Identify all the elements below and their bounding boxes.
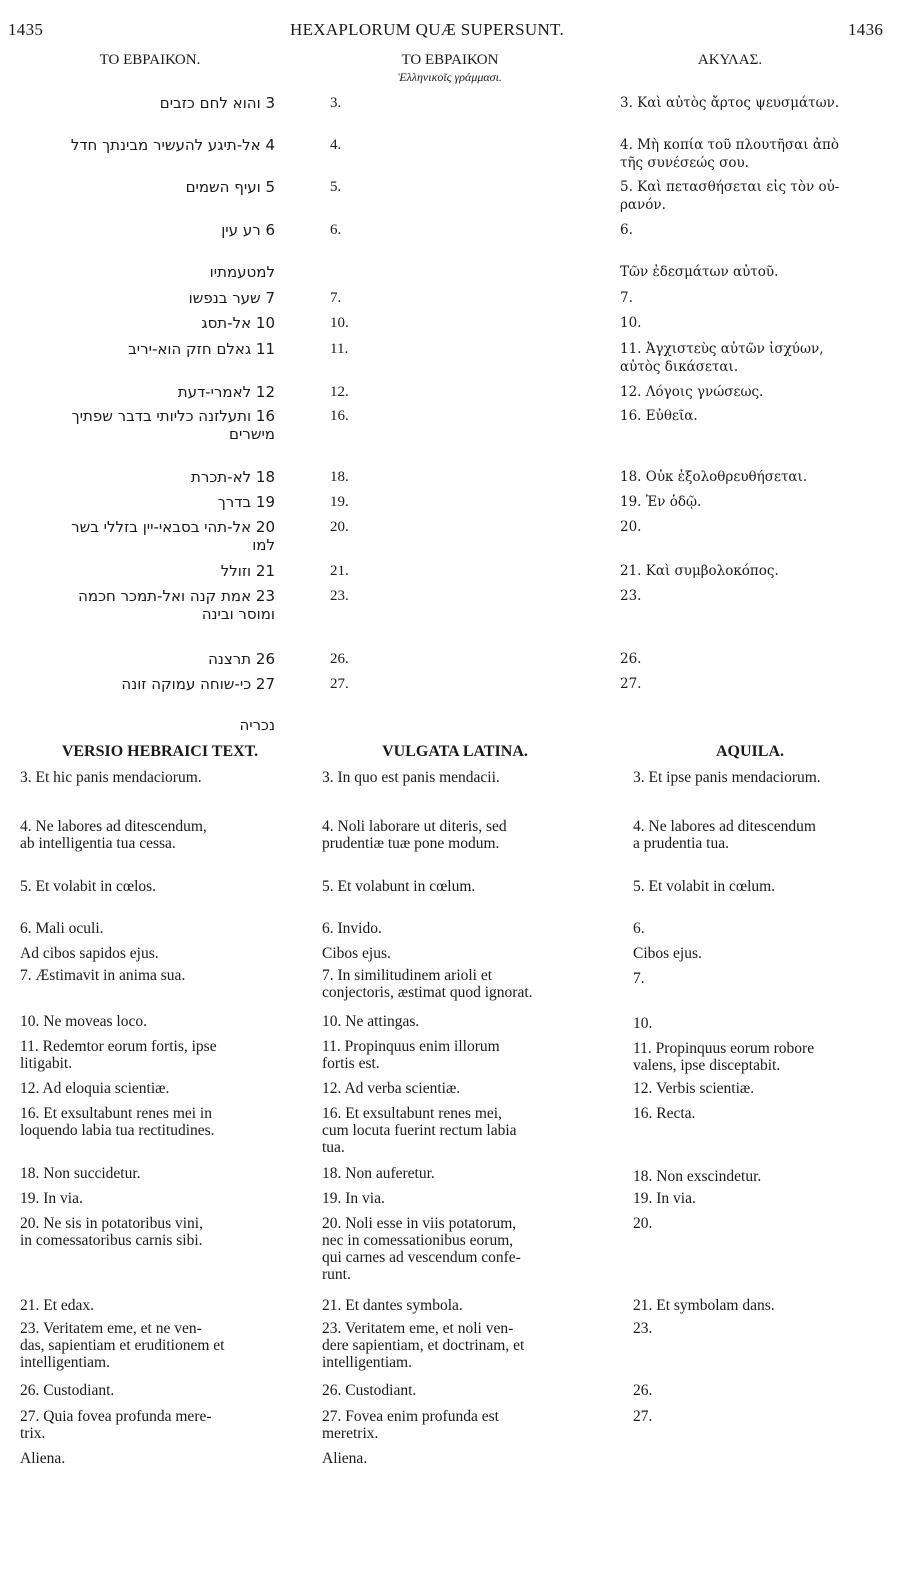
- hebrew-line: 23 אמת קנה ואל-תמכר חכמה: [78, 587, 275, 605]
- transliteration-verse-number: 5.: [330, 179, 342, 195]
- vulgata-line: nec in comessationibus eorum,: [322, 1232, 514, 1249]
- aquila-latin-line: 11. Propinquus eorum robore: [633, 1040, 815, 1057]
- aquila-greek-line: 12. Λόγοις γνώσεως.: [620, 384, 764, 400]
- vulgata-line: 23. Veritatem eme, et noli ven-: [322, 1320, 514, 1337]
- aquila-latin-line: 5. Et volabit in cœlum.: [633, 878, 776, 895]
- vulgata-line: 10. Ne attingas.: [322, 1013, 420, 1030]
- aquila-latin-line: 12. Verbis scientiæ.: [633, 1080, 755, 1097]
- transliteration-verse-number: 7.: [330, 290, 342, 306]
- vulgata-line: qui carnes ad vescendum confe-: [322, 1249, 521, 1266]
- versio-line: Aliena.: [20, 1450, 66, 1467]
- transliteration-column-subtitle: Ἑλληνικοῖς γράμμασι.: [398, 70, 502, 84]
- aquila-latin-line: 3. Et ipse panis mendaciorum.: [633, 769, 821, 786]
- vulgata-line: 20. Noli esse in viis potatorum,: [322, 1215, 517, 1232]
- hebrew-line: ומוסר ובינה: [201, 605, 275, 623]
- running-title: HEXAPLORUM QUÆ SUPERSUNT.: [290, 20, 565, 39]
- aquila-greek-line: 7.: [620, 290, 633, 306]
- aquila-greek-line: 10.: [620, 315, 642, 331]
- aquila-greek-column-title: ΑΚΥΛΑΣ.: [697, 52, 763, 68]
- versio-line: 12. Ad eloquia scientiæ.: [20, 1080, 170, 1097]
- vulgata-line: Aliena.: [322, 1450, 368, 1467]
- versio-line: 6. Mali oculi.: [20, 920, 104, 937]
- vulgata-line: cum locuta fuerint rectum labia: [322, 1122, 517, 1139]
- transliteration-verse-number: 6.: [330, 222, 342, 238]
- vulgata-column-title: VULGATA LATINA.: [382, 743, 528, 760]
- hebrew-line: מישרים: [229, 425, 275, 443]
- vulgata-line: 16. Et exsultabunt renes mei,: [322, 1105, 502, 1122]
- aquila-greek-line: 16. Εὐθεῖα.: [620, 408, 698, 424]
- vulgata-line: fortis est.: [322, 1055, 380, 1072]
- versio-column-title: VERSIO HEBRAICI TEXT.: [61, 743, 259, 760]
- transliteration-verse-number: 16.: [330, 408, 349, 424]
- aquila-greek-line: 21. Καὶ συμβολοκόπος.: [620, 563, 779, 579]
- aquila-latin-line: 21. Et symbolam dans.: [633, 1297, 775, 1314]
- aquila-latin-line: 7.: [633, 970, 645, 987]
- hebrew-line: 3 והוא לחם כזבים: [159, 94, 275, 112]
- transliteration-verse-number: 19.: [330, 494, 349, 510]
- aquila-greek-line: 3. Καὶ αὐτὸς ἄρτος ψευσμάτων.: [620, 95, 840, 111]
- versio-line: 18. Non succidetur.: [20, 1165, 141, 1182]
- vulgata-line: 18. Non auferetur.: [322, 1165, 435, 1182]
- versio-line: 7. Æstimavit in anima sua.: [20, 967, 186, 984]
- vulgata-line: runt.: [322, 1266, 351, 1283]
- aquila-latin-line: 18. Non exscindetur.: [633, 1168, 762, 1185]
- versio-line: 11. Redemtor eorum fortis, ipse: [20, 1038, 217, 1055]
- hebrew-line: 20 אל-תהי בסבאי-יין בזללי בשר: [71, 518, 275, 536]
- versio-line: intelligentiam.: [20, 1354, 110, 1371]
- transliteration-verse-number: 4.: [330, 137, 342, 153]
- aquila-greek-line: τῆς συνέσεώς σου.: [620, 155, 749, 171]
- hebrew-line: למו: [252, 536, 275, 554]
- versio-line: 4. Ne labores ad ditescendum,: [20, 818, 207, 835]
- vulgata-line: 11. Propinquus enim illorum: [322, 1038, 500, 1055]
- aquila-greek-line: 23.: [620, 588, 642, 604]
- versio-line: Ad cibos sapidos ejus.: [20, 945, 159, 962]
- aquila-latin-line: Cibos ejus.: [633, 945, 702, 962]
- aquila-latin-line: valens, ipse disceptabit.: [633, 1057, 781, 1074]
- versio-line: 5. Et volabit in cœlos.: [20, 878, 157, 895]
- versio-line: trix.: [20, 1425, 46, 1442]
- transliteration-verse-number: 10.: [330, 315, 349, 331]
- aquila-latin-line: 26.: [633, 1382, 653, 1399]
- versio-line: 3. Et hic panis mendaciorum.: [20, 769, 202, 786]
- aquila-latin-line: 6.: [633, 920, 645, 937]
- hebrew-line: 12 לאמרי-דעת: [177, 383, 275, 401]
- versio-line: 19. In via.: [20, 1190, 83, 1207]
- aquila-latin-line: a prudentia tua.: [633, 835, 729, 852]
- aquila-latin-column-title: AQUILA.: [715, 743, 784, 760]
- versio-line: in comessatoribus carnis sibi.: [20, 1232, 203, 1249]
- vulgata-line: 6. Invido.: [322, 920, 382, 937]
- aquila-greek-line: 19. Ἐν ὁδῷ.: [620, 494, 702, 510]
- transliteration-verse-number: 23.: [330, 588, 349, 604]
- aquila-greek-line: ρανόν.: [620, 197, 666, 213]
- vulgata-line: conjectoris, æstimat quod ignorat.: [322, 984, 533, 1001]
- aquila-latin-line: 10.: [633, 1015, 653, 1032]
- hebrew-line: 18 לא-תכרת: [191, 468, 275, 486]
- hebrew-line: 19 בדרך: [217, 493, 275, 511]
- hebrew-line: 7 שער בנפשו: [188, 289, 275, 307]
- versio-line: ab intelligentia tua cessa.: [20, 835, 176, 852]
- aquila-greek-line: Τῶν ἐδεσμάτων αὐτοῦ.: [620, 264, 779, 280]
- transliteration-verse-number: 26.: [330, 651, 349, 667]
- hebrew-line: 27 כי-שוחה עמוקה זונה: [121, 675, 275, 693]
- vulgata-line: 26. Custodiant.: [322, 1382, 417, 1399]
- versio-line: loquendo labia tua rectitudines.: [20, 1122, 215, 1139]
- hebrew-column-title: ΤΟ ΕΒΡΑΙΚΟΝ.: [99, 52, 201, 68]
- aquila-greek-line: αὐτὸς δικάσεται.: [620, 359, 739, 375]
- vulgata-line: intelligentiam.: [322, 1354, 412, 1371]
- aquila-greek-line: 11. Ἀγχιστεὺς αὐτῶν ἰσχύων,: [620, 341, 824, 357]
- versio-line: 23. Veritatem eme, et ne ven-: [20, 1320, 202, 1337]
- hebrew-line: 11 גאלם חזק הוא-יריב: [128, 340, 275, 358]
- vulgata-line: 4. Noli laborare ut diteris, sed: [322, 818, 507, 835]
- versio-line: 27. Quia fovea profunda mere-: [20, 1408, 212, 1425]
- transliteration-verse-number: 18.: [330, 469, 349, 485]
- versio-line: 10. Ne moveas loco.: [20, 1013, 147, 1030]
- versio-line: 20. Ne sis in potatoribus vini,: [20, 1215, 203, 1232]
- hebrew-line: למטעמתיו: [209, 263, 275, 281]
- vulgata-line: dere sapientiam, et doctrinam, et: [322, 1337, 525, 1354]
- aquila-greek-line: 20.: [620, 519, 642, 535]
- vulgata-line: 27. Fovea enim profunda est: [322, 1408, 499, 1425]
- vulgata-line: meretrix.: [322, 1425, 379, 1442]
- transliteration-verse-number: 3.: [330, 95, 342, 111]
- transliteration-verse-number: 27.: [330, 676, 349, 692]
- vulgata-line: tua.: [322, 1139, 345, 1156]
- vulgata-line: 12. Ad verba scientiæ.: [322, 1080, 461, 1097]
- hebrew-line: 5 ועיף השמים: [185, 178, 275, 196]
- vulgata-line: 21. Et dantes symbola.: [322, 1297, 463, 1314]
- transliteration-verse-number: 21.: [330, 563, 349, 579]
- vulgata-line: 5. Et volabunt in cœlum.: [322, 878, 476, 895]
- aquila-latin-line: 27.: [633, 1408, 653, 1425]
- right-page-number: 1436: [848, 20, 884, 39]
- aquila-greek-line: 5. Καὶ πετασθήσεται εἰς τὸν οὐ-: [620, 179, 840, 195]
- transliteration-verse-number: 12.: [330, 384, 349, 400]
- aquila-latin-line: 23.: [633, 1320, 653, 1337]
- transliteration-verse-number: 20.: [330, 519, 349, 535]
- vulgata-line: 3. In quo est panis mendacii.: [322, 769, 500, 786]
- aquila-greek-line: 4. Μὴ κοπία τοῦ πλουτῆσαι ἀπὸ: [620, 137, 839, 153]
- hebrew-line: נכריה: [239, 716, 275, 734]
- aquila-latin-line: 20.: [633, 1215, 653, 1232]
- vulgata-line: prudentiæ tuæ pone modum.: [322, 835, 500, 852]
- versio-line: litigabit.: [20, 1055, 73, 1072]
- aquila-greek-line: 27.: [620, 676, 642, 692]
- versio-line: 26. Custodiant.: [20, 1382, 115, 1399]
- vulgata-line: 19. In via.: [322, 1190, 385, 1207]
- versio-line: 16. Et exsultabunt renes mei in: [20, 1105, 212, 1122]
- hebrew-line: 26 תרצנה: [208, 650, 275, 668]
- versio-line: das, sapientiam et eruditionem et: [20, 1337, 225, 1354]
- aquila-latin-line: 19. In via.: [633, 1190, 696, 1207]
- aquila-greek-line: 18. Οὐκ ἐξολοθρευθήσεται.: [620, 469, 808, 485]
- vulgata-line: Cibos ejus.: [322, 945, 391, 962]
- versio-line: 21. Et edax.: [20, 1297, 95, 1314]
- hebrew-line: 16 ותעלזנה כליותי בדבר שפתיך: [71, 407, 275, 425]
- aquila-greek-line: 6.: [620, 222, 633, 238]
- hebrew-line: 4 אל-תיגע להעשיר מבינתך חדל: [70, 136, 275, 154]
- aquila-latin-line: 16. Recta.: [633, 1105, 696, 1122]
- aquila-latin-line: 4. Ne labores ad ditescendum: [633, 818, 816, 835]
- vulgata-line: 7. In similitudinem arioli et: [322, 967, 493, 984]
- aquila-greek-line: 26.: [620, 651, 642, 667]
- hebrew-line: 21 וזולל: [220, 562, 275, 580]
- transliteration-verse-number: 11.: [330, 341, 349, 357]
- transliteration-column-title: ΤΟ ΕΒΡΑΙΚΟΝ: [401, 52, 499, 68]
- hebrew-line: 10 אל-תסג: [201, 314, 275, 332]
- left-page-number: 1435: [8, 20, 44, 39]
- hebrew-line: 6 רע עין: [221, 221, 275, 239]
